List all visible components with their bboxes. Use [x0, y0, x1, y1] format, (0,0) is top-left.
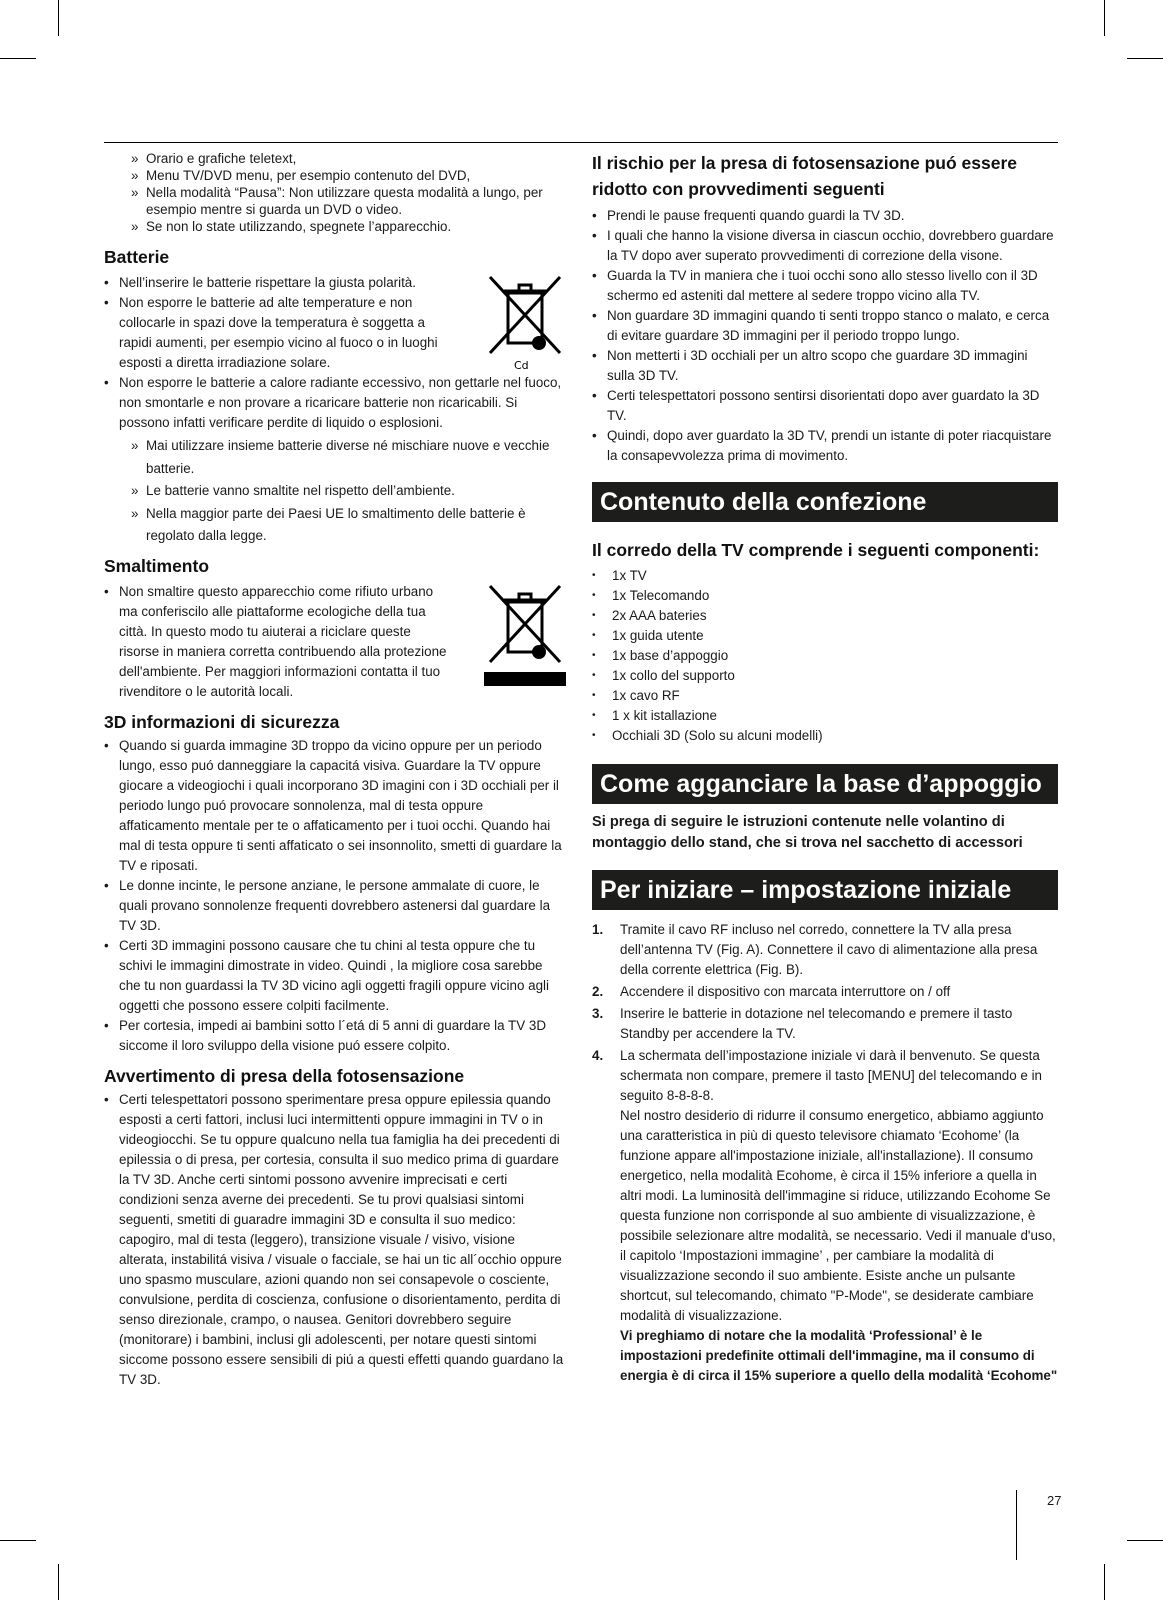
smaltimento-section [104, 582, 566, 702]
list-item: • 1 x kit istallazione [592, 706, 1058, 726]
list-item: • Non esporre le batterie a calore radiante eccessivo, non gettarle nel fuoco, non smontarle e non provare a ricaricare batterie non ricaricabili. Si possono infatti verificare perdite di liquido o esplosioni. [104, 373, 566, 433]
list-item: • Non esporre le batterie ad alte temperature e non collocarle in spazi dove la temperatura è soggetta a rapidi aumenti, per esempio vicino al fuoco o in luoghi esposti a diretta irradiazione solare. [104, 293, 566, 373]
list-item: • Per cortesia, impedi ai bambini sotto l´etá di 5 anni di guardare la TV 3D siccome il loro sviluppo della visione puó essere colpito. [104, 1016, 566, 1056]
list-item: • Non metterti i 3D occhiali per un altro scopo che guardare 3D immagini sulla 3D TV. [592, 346, 1058, 386]
list-item: • 1x base d’appoggio [592, 646, 1058, 666]
list-item: • 1x guida utente [592, 626, 1058, 646]
list-item: • Non smaltire questo apparecchio come rifiuto urbano ma conferiscilo alle piattaforme ecologiche della tua città. In questo modo tu aiuterai a riciclare queste risorse in maniera corretta contribuendo alla protezione dell'ambiente. Per maggiori informazioni contatta il tuo rivenditore o le autorità locali. [104, 582, 566, 702]
sicurezza-list [104, 736, 566, 1056]
step-item [592, 982, 1058, 1002]
right-column [592, 150, 1058, 1386]
left-column [104, 150, 566, 1390]
step-item [592, 1046, 1058, 1386]
crop-mark [1127, 58, 1163, 59]
list-item: • 1x cavo RF [592, 686, 1058, 706]
list-item: • 2x AAA bateries [592, 606, 1058, 626]
footer-divider [1016, 1490, 1017, 1560]
step-extra-text: Nel nostro desiderio di ridurre il consumo energetico, abbiamo aggiunto una caratteristica in più di questo televisore chiamato ‘Ecohome’ (la funzione appare all'impostazione iniziale, all'installazione). Il consumo energetico, nella modalità Ecohome, è circa il 15% inferiore a quella in altri modi. La luminosità dell'immagine si riduce, utilizzando Ecohome Se questa funzione non corrisponde al suo ambiente di visualizzazione, è possibile selezionare altre modalità, se necessario. Vedi il manuale d'uso, il capitolo ‘Impostazioni immagine’ , per cambiare la modalità di visualizzazione secondo il suo ambiente. Esiste anche un pulsante shortcut, sul telecomando, chimato "P-Mode", se desiderate cambiare modalità di visualizzazione. [620, 1108, 1056, 1323]
list-item: • Quando si guarda immagine 3D troppo da vicino oppure per un periodo lungo, esso puó danneggiare la capacitá visiva. Guardare la TV oppure giocare a videogiochi i quali incorporano 3D imagini con i 3D occhiali per il periodo lungo puó provocare sonnolenza, mal di testa oppure affaticamento mentale per te o affaticamento per i tuoi occhi. Quando hai mal di testa oppure ti senti affaticato o sei insonnolito, smetti di guardare la TV e riposati. [104, 736, 566, 876]
step-text: Inserire le batterie in dotazione nel telecomando e premere il tasto Standby per accendere la TV. [620, 1006, 1013, 1041]
step-item [592, 920, 1058, 980]
crop-mark [0, 58, 36, 59]
list-item: • I quali che hanno la visione diversa in ciascun occhio, dovrebbero guardare la TV dopo aver superato provvedimenti di correzione della visone. [592, 226, 1058, 266]
list-item: • Quindi, dopo aver guardato la 3D TV, prendi un istante di poter riacquistare la consapevvolezza prima di movimento. [592, 426, 1058, 466]
section-title-avvertimento: Avvertimento di presa della fotosensazione [104, 1065, 465, 1086]
list-item: » Le batterie vanno smaltite nel rispetto dell’ambiente. [104, 480, 566, 503]
step-number: 1. [592, 922, 604, 937]
top-rule [104, 142, 1058, 143]
list-item: • Certi 3D immagini possono causare che tu chini al testa oppure che tu schivi le immagini dimostrate in video. Quindi , la migliore cosa sarebbe che tu non guardassi la TV 3D vicino agli oggetti fragili oppure vicino agli oggetti che possono essere colpiti facilmente. [104, 936, 566, 1016]
batterie-section [104, 273, 566, 548]
crop-mark [58, 1564, 59, 1600]
section-title-sicurezza: 3D informazioni di sicurezza [104, 711, 340, 732]
list-item: • 1x Telecomando [592, 586, 1058, 606]
list-item: • Prendi le pause frequenti quando guardi la TV 3D. [592, 206, 1058, 226]
smaltimento-list [104, 582, 566, 702]
section-title-smaltimento: Smaltimento [104, 555, 210, 576]
step-number: 3. [592, 1006, 604, 1021]
intro-list [104, 150, 566, 235]
banner-iniziare: Per iniziare – impostazione iniziale [592, 870, 1058, 910]
step-text: La schermata dell’impostazione iniziale vi darà il benvenuto. Se questa schermata non compare, premere il tasto [MENU] del telecomando e in seguito 8-8-8-8. [620, 1048, 1043, 1103]
list-item: • Certi telespettatori possono sentirsi disorientati dopo aver guardato la 3D TV. [592, 386, 1058, 426]
crop-mark [0, 1540, 36, 1541]
list-item: • Certi telespettatori possono sperimentare presa oppure epilessia quando esposti a certi fattori, inclusi luci intermittenti oppure immagini in TV o in videogiocchi. Se tu oppure qualcuno nella tua famiglia ha dei precedenti di epilessia o di presa, per cortesia, consulta il suo medico prima di guardare la TV 3D. Anche certi sintomi possono avvenire imprecisati e certi condizioni senza averne dei precedenti. Se tu provi qualsiasi sintomi seguenti, smetiti di guaradre immagini 3D e consulta il suo medico: capogiro, mal di testa (leggero), transizione visuale / visivo, visione alterata, instabilitá visiva / visuale o facciale, se hai un tic all´occhio oppure uno spasmo musculare, azioni quando non sei consapevole o cosciente, convulsione, perdita di coscienza, confusione o disorientamento, perdita di senso direzionale, crampo, o nausea. Genitori dovrebbero seguire (monitorare) i bambini, inclusi gli adolescenti, per notare questi sintomi siccome possono essere sensibili di piú a questi effetti quando guardano la TV 3D. [104, 1090, 566, 1390]
rischio-list [592, 206, 1058, 466]
crop-mark [58, 0, 59, 36]
list-item: • Nell’inserire le batterie rispettare la giusta polarità. [104, 273, 566, 293]
list-item: • Le donne incinte, le persone anziane, le persone ammalate di cuore, le quali provano sonnolenze frequenti dovrebbero astenersi dal guardare la TV 3D. [104, 876, 566, 936]
list-item: • Guarda la TV in maniera che i tuoi occhi sono allo stesso livello con il 3D schermo ed asteniti dal mettere al sedere troppo vicino alla TV. [592, 266, 1058, 306]
step-text: Accendere il dispositivo con marcata interruttore on / off [620, 984, 951, 999]
section-title-rischio: Il rischio per la presa di fotosensazione puó essere ridotto con provvedimenti seguenti [592, 153, 1017, 199]
section-title-batterie: Batterie [104, 247, 170, 267]
list-item: » Mai utilizzare insieme batterie diverse né mischiare nuove e vecchie batterie. [104, 435, 566, 480]
step-number: 2. [592, 984, 604, 999]
iniziare-steps [592, 920, 1058, 1386]
step-number: 4. [592, 1048, 604, 1063]
batterie-list [104, 273, 566, 433]
crop-mark [1104, 0, 1105, 36]
crop-mark [1127, 1540, 1163, 1541]
list-item: » Se non lo state utilizzando, spegnete l’apparecchio. [104, 218, 566, 235]
step-bold-note: Vi preghiamo di notare che la modalità ‘Professional’ è le impostazioni predefinite ottimali dell'immagine, ma il consumo di energia è di circa il 15% superiore a quello della modalità ‘Ecohome" [620, 1328, 1058, 1383]
banner-agganciare: Come agganciare la base d’appoggio [592, 764, 1058, 804]
banner-contenuto: Contenuto della confezione [592, 482, 1058, 522]
list-item: » Orario e grafiche teletext, [104, 150, 566, 167]
list-item: • Occhiali 3D (Solo su alcuni modelli) [592, 726, 1058, 746]
cd-label: Cd [514, 359, 529, 371]
list-item: • Non guardare 3D immagini quando ti senti troppo stanco o malato, e cerca di evitare guardare 3D immagini per il periodo troppo lungo. [592, 306, 1058, 346]
section-title-corredo: Il corredo della TV comprende i seguenti componenti: [592, 540, 1040, 560]
list-item: • 1x collo del supporto [592, 666, 1058, 686]
batterie-sublist [104, 435, 566, 548]
agganciare-text: Si prega di seguire le istruzioni contenute nelle volantino di montaggio dello stand, che si trova nel sacchetto di accessori [592, 814, 1023, 851]
step-item [592, 1004, 1058, 1044]
list-item: » Menu TV/DVD menu, per esempio contenuto del DVD, [104, 167, 566, 184]
crop-mark [1104, 1564, 1105, 1600]
list-item: » Nella modalità “Pausa”: Non utilizzare questa modalità a lungo, per esempio mentre si guarda un DVD o video. [104, 184, 566, 218]
avvertimento-list [104, 1090, 566, 1390]
page-number: 27 [1047, 1493, 1062, 1508]
list-item: • 1x TV [592, 566, 1058, 586]
contenuto-list [592, 566, 1058, 746]
list-item: » Nella maggior parte dei Paesi UE lo smaltimento delle batterie è regolato dalla legge. [104, 503, 566, 548]
step-text: Tramite il cavo RF incluso nel corredo, connettere la TV alla presa dell’antenna TV (Fig. A). Connettere il cavo di alimentazione alla presa della corrente elettrica (Fig. B). [620, 922, 1038, 977]
